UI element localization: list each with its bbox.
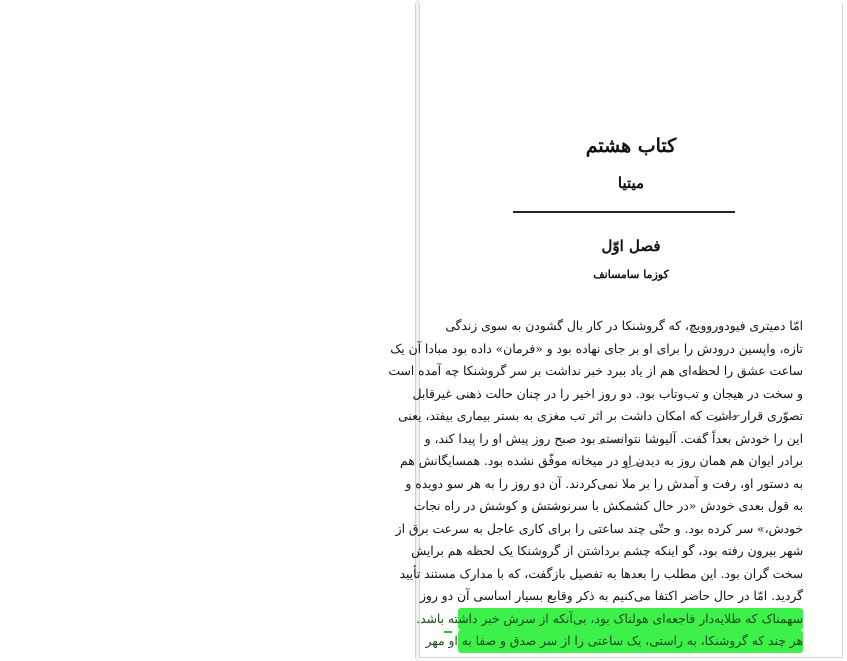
text-line: این را خودش بعداً گفت. آلیوشا نتوانسته بود صبح روز پیش او را پیدا کند، و — [424, 431, 803, 446]
text-line: سخت گران بود. این مطلب را بعدها به تفصیل بازگفت، که با مدارک مستند تأیید — [399, 566, 803, 581]
text-line: و سخت در هیجان و تب‌وتاب بود. دو روز اخیر را در چنان حالت ذهنی غیرقابل — [412, 386, 803, 401]
text-line: خودش،» سر کرده بود. و حتّی چند ساعتی را برای کاری عاجل به سرعت برق از — [395, 521, 803, 536]
blank-left-page — [0, 3, 416, 658]
text-line: به قول بعدی خودش «در حال کشمکش با سرنوشتش و کوشش در راه نجات — [413, 499, 803, 513]
book-subheading: میتیا — [617, 174, 645, 192]
text-line: به دستور او، رفت و آمدش را بر ملا نمی‌کردند. آن دو روز را به هر سو دویده و — [405, 476, 803, 491]
book-page — [388, 3, 843, 658]
text-line: تصوّری قرار داشت که امکان داشت بر اثر تب مغزی به بستر بیماری بیفتد، یعنی — [398, 409, 803, 423]
highlighted-text-line: سهمناک که طلایه‌دار فاجعه‌ای هولناک بود، بی‌آنکه از سرش خبر داشته باشد. — [458, 608, 803, 631]
text-line: گردید. امّا در حال حاضر اکتفا می‌کنیم به ذکر وقایع بسیار اساسی آن دو روز — [419, 589, 803, 603]
book-heading: کتاب هشتم — [585, 135, 677, 157]
text-line: برادر ایوان هم همان روز به دیدن او در میخانه موفّق نشده بود. همسایگانش هم — [400, 454, 803, 468]
chapter-heading: فصل اوّل — [601, 237, 661, 255]
text-line: شهر بیرون رفته بود، گو اینکه چشم برداشتن از گروشنکا یک لحظه هم برایش — [411, 544, 803, 558]
chapter-body-text — [388, 315, 803, 653]
title-divider — [513, 211, 735, 213]
text-line: ساعت عشق را لحظه‌ای هم از یاد ببرد خبر نداشت بر سر گروشنکا چه آمده است — [388, 364, 803, 378]
text-line: تازه، واپسین درودش را برای او بر جای نهاده بود و «فرمان» داده بود مبادا آن یک — [390, 341, 803, 356]
highlighted-text-line: هر چند که گروشنکا، به راستی، یک ساعتی را از سر صدق و صفا به او مهر — [458, 630, 803, 653]
text-line: امّا دمیتری فیودوروویچ، که گروشنکا در کار بال گشودن به سوی زندگی — [445, 319, 803, 333]
highlighter-stray-mark — [444, 631, 452, 633]
chapter-subheading: کوزما سامسانف — [593, 268, 669, 281]
